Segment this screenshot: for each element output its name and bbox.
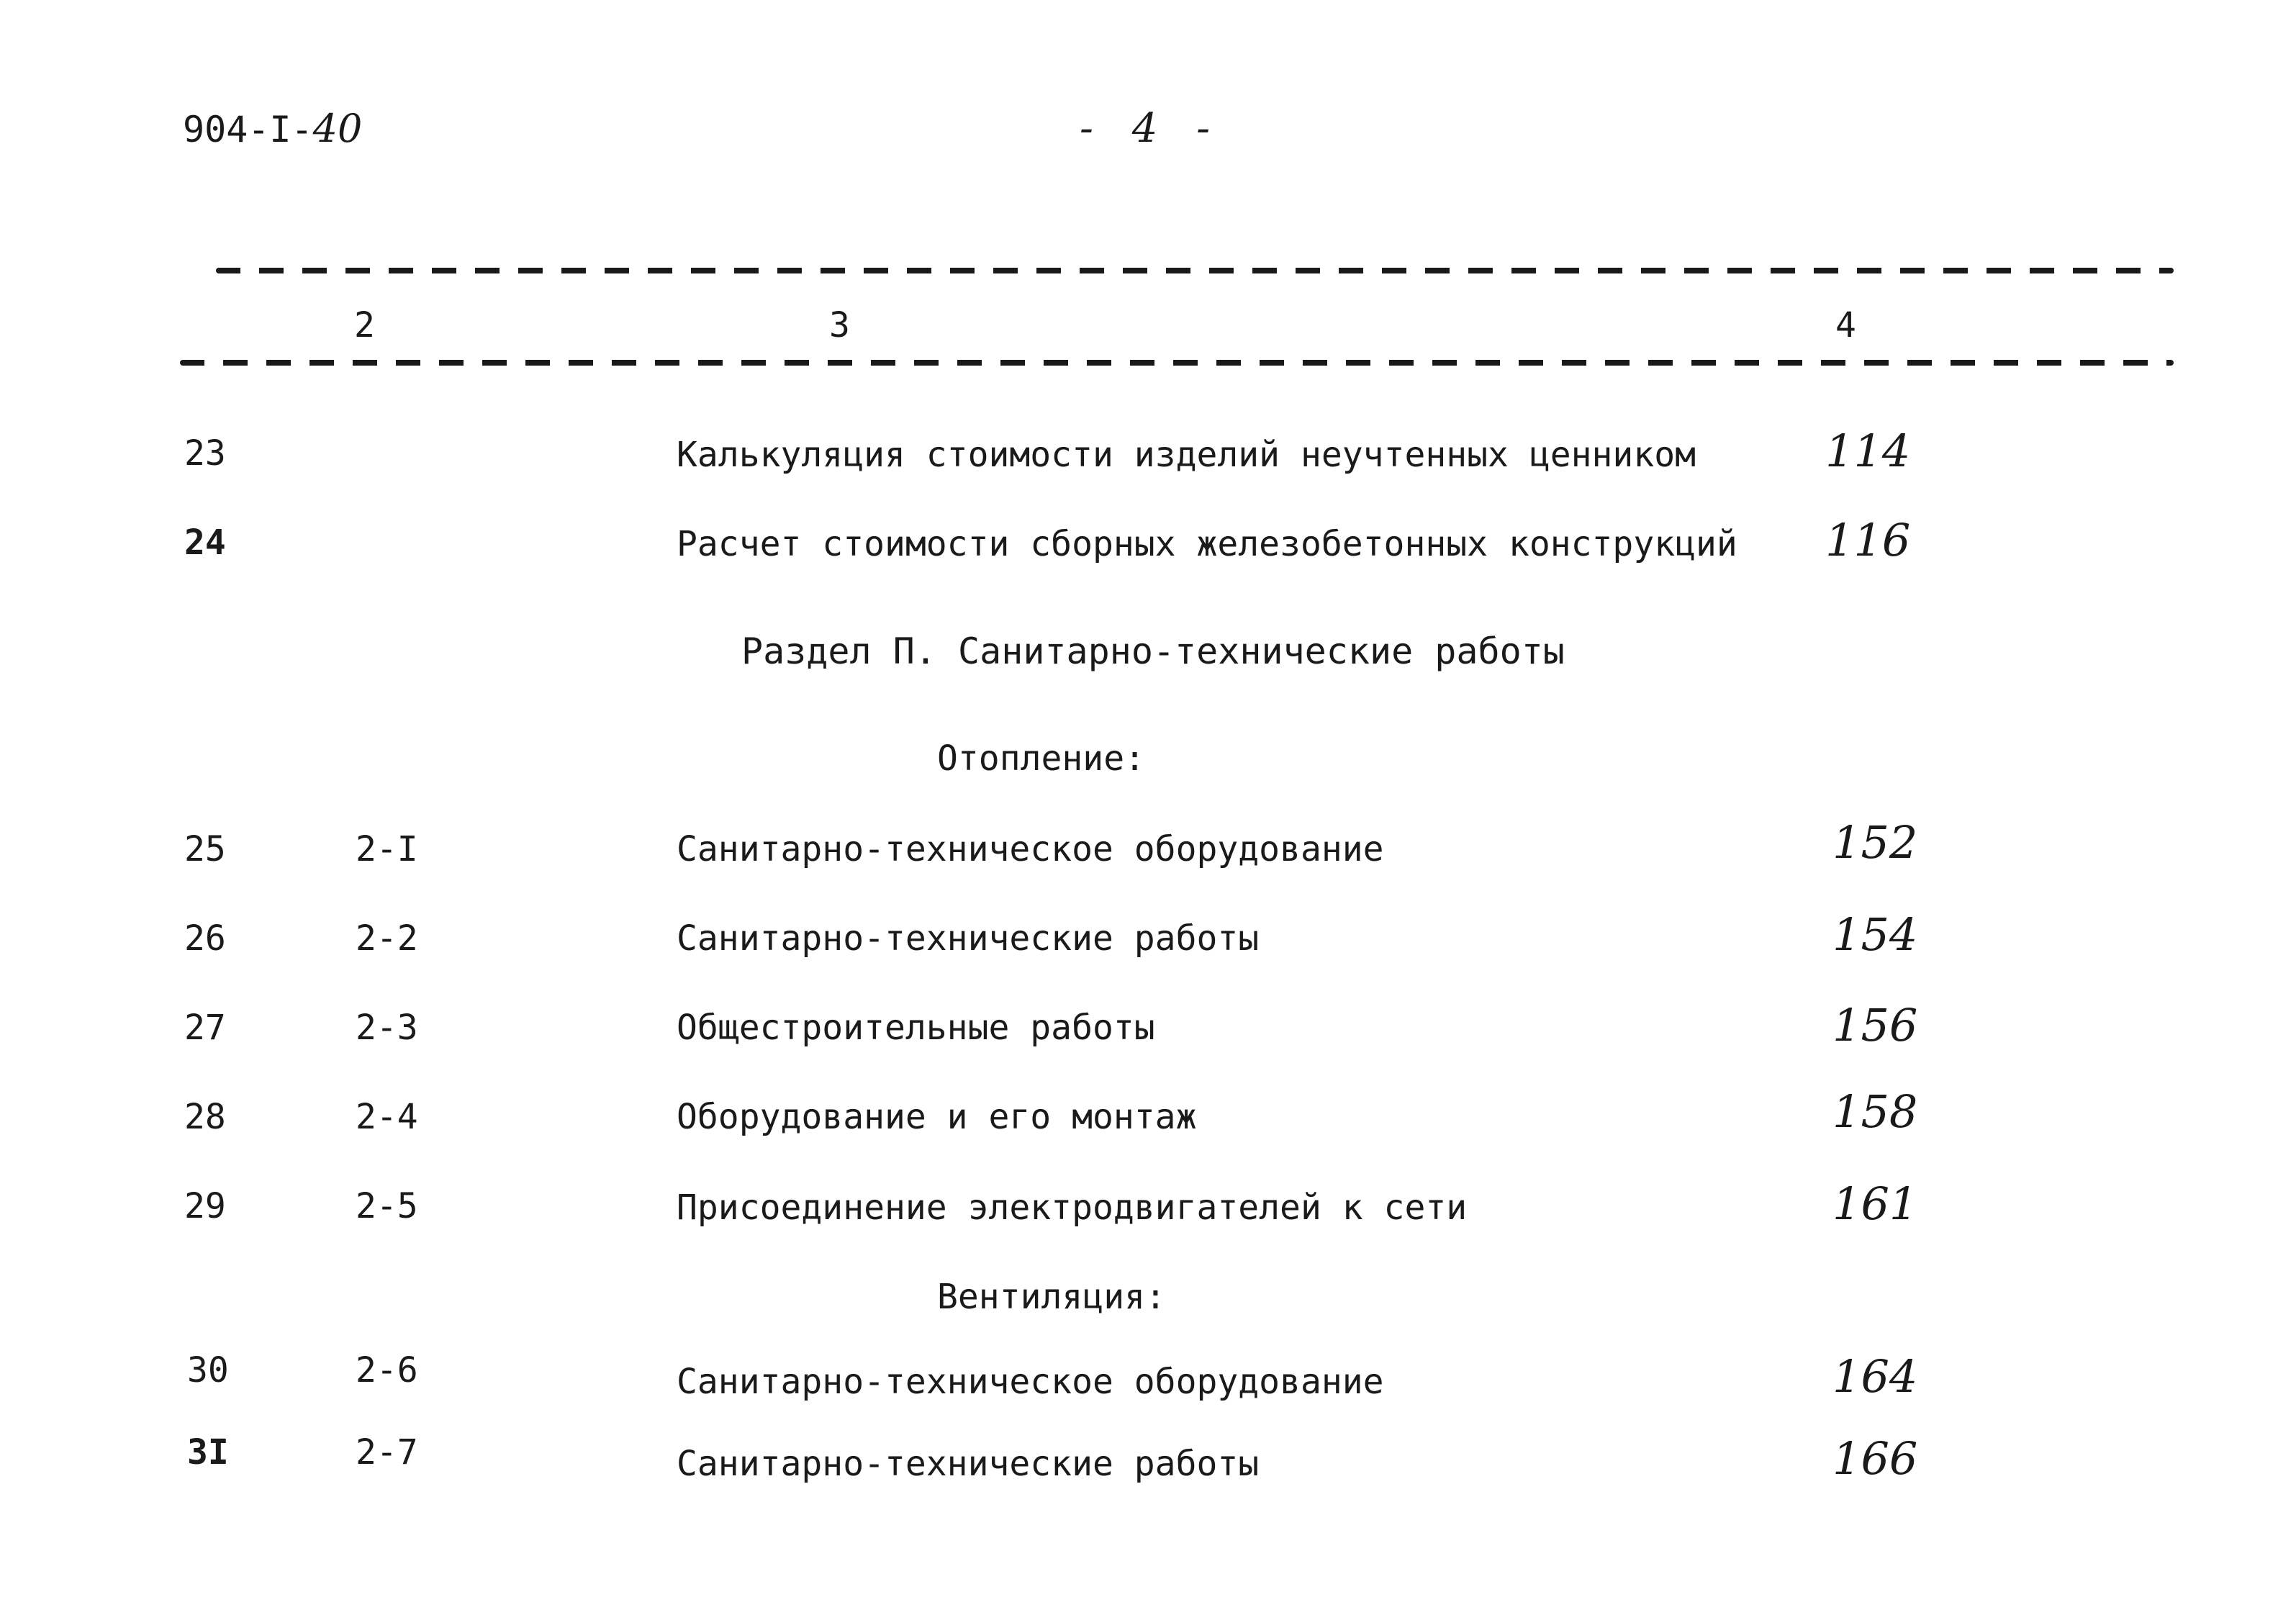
column-header-3: 3 [829,305,850,345]
document-code [183,108,362,150]
row-page: 158 [1832,1085,1918,1138]
row-page: 166 [1832,1432,1918,1485]
row-title: Калькуляция стоимости изделий неучтенных ценником [677,435,1696,475]
row-code: 2-I [356,829,418,869]
row-code: 2-6 [356,1350,418,1390]
row-title: Санитарно-технические работы [677,918,1260,959]
row-code: 2-7 [356,1432,418,1472]
row-title: Санитарно-техническое оборудование [677,1362,1384,1402]
row-title: Расчет стоимости сборных железобетонных конструкций [677,524,1737,564]
row-code: 2-2 [356,918,418,959]
row-number: 28 [184,1097,226,1137]
section-title: Раздел П. Санитарно-технические работы [741,630,1565,672]
document-code-typed: 904-I- [183,109,313,150]
row-code: 2-4 [356,1097,418,1137]
header-rule-top [216,268,2174,273]
row-page: 116 [1825,514,1911,566]
column-header-2: 2 [354,305,375,345]
row-number: 30 [187,1350,229,1390]
row-code: 2-5 [356,1186,418,1226]
row-page: 152 [1832,816,1918,869]
row-page: 164 [1832,1350,1918,1403]
subsection-heading-ventilation: Вентиляция: [937,1277,1166,1317]
row-title: Санитарно-техническое оборудование [677,829,1384,869]
subsection-heading-heating: Отопление: [937,738,1145,779]
row-page: 161 [1832,1177,1918,1230]
row-number: 23 [184,433,226,474]
row-number: 29 [184,1186,226,1226]
row-number: 24 [184,522,226,563]
row-number: 3I [187,1432,229,1472]
column-header-4: 4 [1835,305,1856,345]
row-title: Оборудование и его монтаж [677,1097,1197,1137]
header-rule-bottom [180,360,2174,366]
row-title: Общестроительные работы [677,1008,1155,1048]
row-number: 26 [184,918,226,959]
row-number: 27 [184,1008,226,1048]
row-page: 114 [1825,425,1911,477]
row-title: Санитарно-технические работы [677,1444,1260,1484]
row-number: 25 [184,829,226,869]
page-number: - 4 - [1080,105,1224,152]
row-title: Присоединение электродвигателей к сети [677,1188,1468,1228]
row-code: 2-3 [356,1008,418,1048]
document-code-handwritten: 40 [312,106,363,151]
row-page: 154 [1832,908,1918,961]
row-page: 156 [1832,999,1918,1051]
